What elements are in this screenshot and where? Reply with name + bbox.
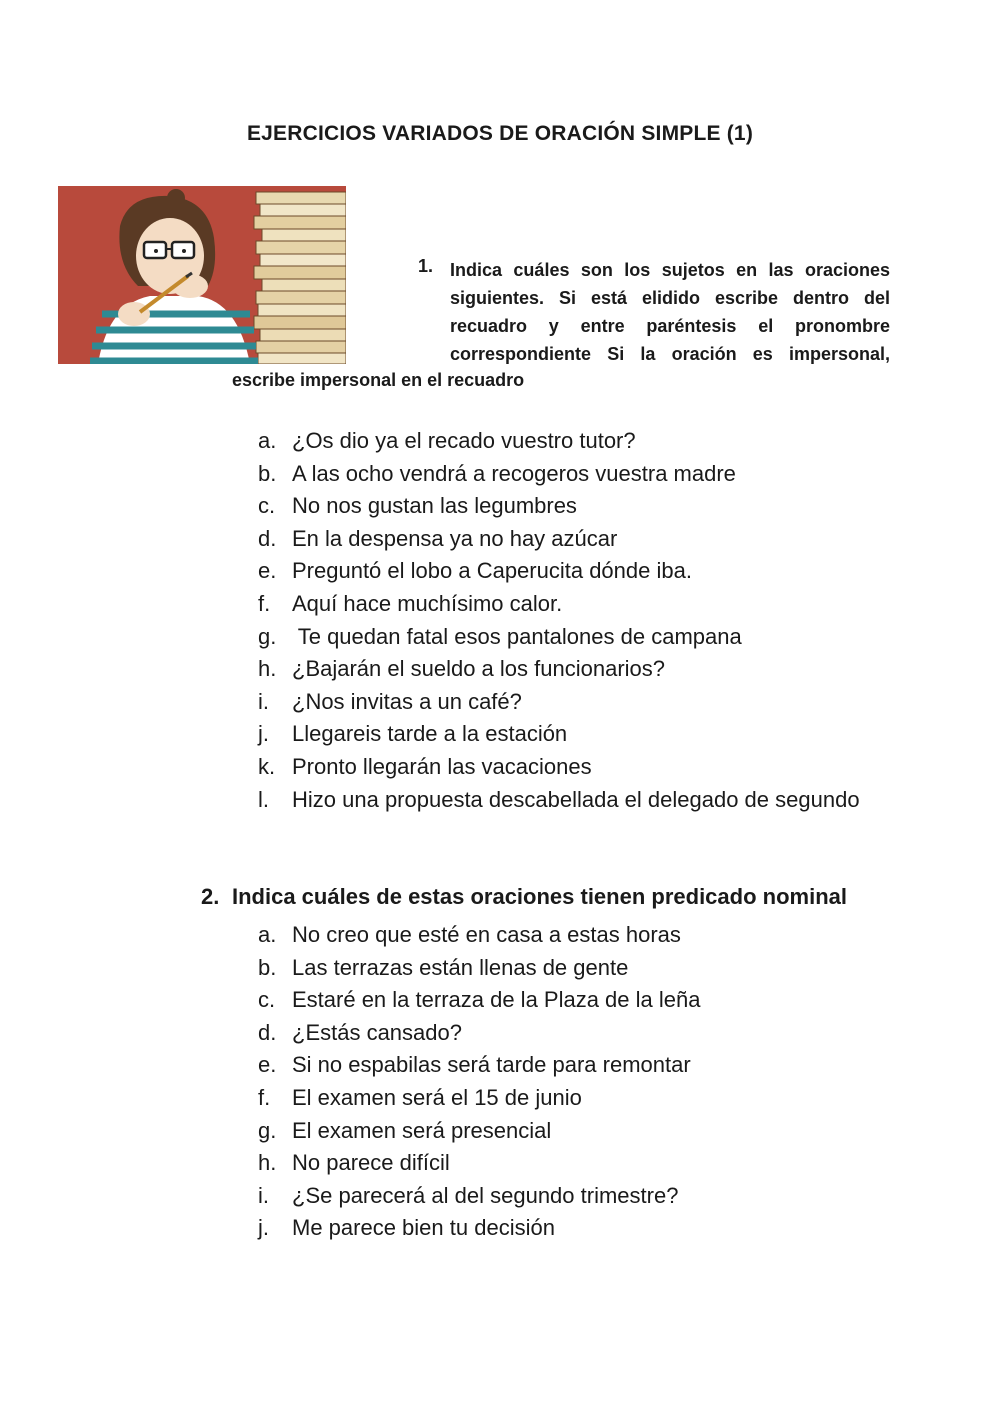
list-item: d. En la despensa ya no hay azúcar	[258, 525, 618, 551]
instruction-line: Indica cuáles son los sujetos en las oraciones	[450, 260, 890, 280]
list-item: b. A las ocho vendrá a recogeros vuestra madre	[258, 460, 736, 486]
book-stack	[254, 192, 346, 364]
list-item: e. Si no espabilas será tarde para remontar	[258, 1052, 691, 1078]
list-item: c. No nos gustan las legumbres	[258, 493, 577, 519]
list-item: g. Te quedan fatal esos pantalones de campana	[258, 623, 742, 649]
instruction-line: correspondiente Si la oración es impersonal,	[450, 344, 890, 364]
instruction-line: recuadro y entre paréntesis el pronombre	[450, 316, 890, 336]
exercise-1-instruction	[450, 256, 890, 368]
exercise-1-number: 1.	[418, 256, 434, 276]
page-title: EJERCICIOS VARIADOS DE ORACIÓN SIMPLE (1)	[246, 122, 754, 145]
list-item: g. El examen será presencial	[258, 1117, 552, 1143]
student-with-books-illustration	[58, 186, 346, 364]
exercise-2-heading	[201, 884, 847, 910]
exercise-1-instruction-tail: escribe impersonal en el recuadro	[232, 370, 525, 390]
exercise-2-number: 2.	[201, 884, 220, 909]
list-item: h. ¿Bajarán el sueldo a los funcionarios?	[258, 656, 666, 682]
list-item: l. Hizo una propuesta descabellada el delegado de segundo	[258, 786, 860, 812]
list-item: a. ¿Os dio ya el recado vuestro tutor?	[258, 428, 636, 453]
list-item: j. Me parece bien tu decisión	[258, 1215, 555, 1241]
list-item: e. Preguntó el lobo a Caperucita dónde iba.	[258, 558, 692, 584]
list-item: i. ¿Nos invitas a un café?	[258, 688, 522, 714]
list-item: a. No creo que esté en casa a estas horas	[258, 922, 681, 947]
list-item: f. Aquí hace muchísimo calor.	[258, 590, 563, 616]
instruction-line: siguientes. Si está elidido escribe dentro del	[450, 288, 890, 308]
exercise-1-list	[258, 425, 890, 816]
list-item: k. Pronto llegarán las vacaciones	[258, 753, 592, 779]
exercise-2-heading-text: Indica cuáles de estas oraciones tienen predicado nominal	[232, 884, 847, 909]
illustration-svg	[58, 186, 346, 364]
list-item: i. ¿Se parecerá al del segundo trimestre?	[258, 1182, 679, 1208]
exercise-2-list	[258, 919, 890, 1245]
list-item: b. Las terrazas están llenas de gente	[258, 954, 629, 980]
list-item: d. ¿Estás cansado?	[258, 1019, 462, 1045]
list-item: f. El examen será el 15 de junio	[258, 1084, 582, 1110]
list-item: j. Llegareis tarde a la estación	[258, 721, 568, 747]
list-item: h. No parece difícil	[258, 1150, 450, 1176]
list-item: c. Estaré en la terraza de la Plaza de la leña	[258, 987, 701, 1013]
